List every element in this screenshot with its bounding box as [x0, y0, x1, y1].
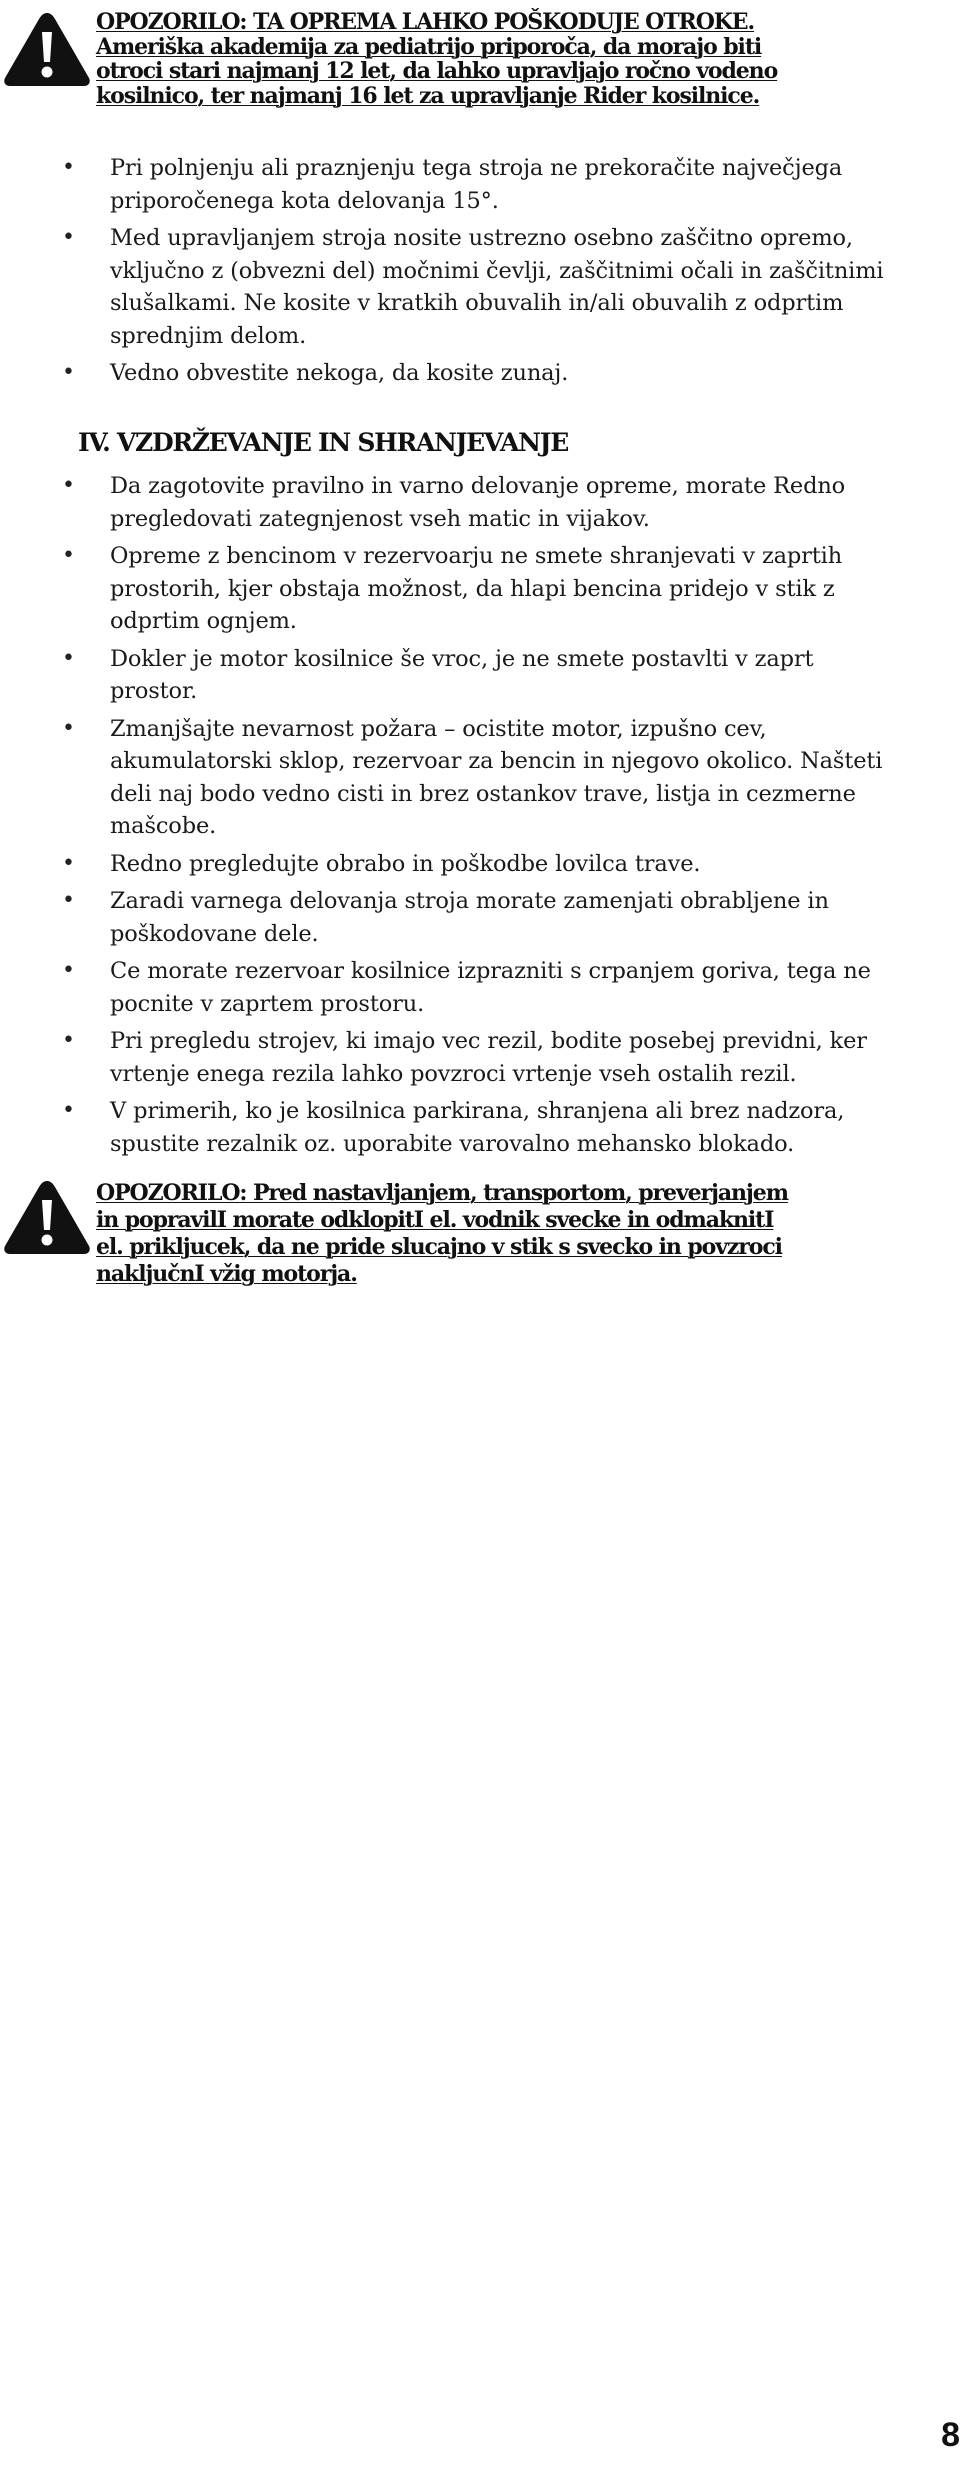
bullet-icon: • — [62, 360, 75, 385]
bullet-icon: • — [62, 473, 75, 498]
list-item — [0, 152, 900, 217]
bullet-icon: • — [62, 958, 75, 983]
list-item — [0, 955, 900, 1020]
list-item — [0, 1095, 900, 1160]
list-item-text: Opreme z bencinom v rezervoarju ne smete shranjevati v zaprtih prostorih, kjer obstaja možnost, da hlapi bencina pridejo v stik z odprtim ognjem. — [110, 543, 843, 634]
warning-line: OPOZORILO: Pred nastavljanjem, transportom, preverjanjem — [96, 1180, 788, 1206]
warning-line: OPOZORILO: TA OPREMA LAHKO POŠKODUJE OTROKE. — [96, 9, 755, 35]
list-item-text: Vedno obvestite nekoga, da kosite zunaj. — [110, 360, 569, 386]
list-item — [0, 885, 900, 950]
warning-text — [96, 10, 856, 108]
warning-line: otroci stari najmanj 12 let, da lahko upravljajo ročno vodeno — [96, 58, 778, 84]
exclamation-triangle-icon — [2, 1178, 92, 1256]
list-item — [0, 848, 900, 881]
exclamation-triangle-icon — [2, 10, 92, 88]
list-item-text: Zaradi varnega delovanja stroja morate zamenjati obrabljene in poškodovane dele. — [110, 888, 829, 947]
list-item — [0, 357, 900, 390]
bullet-icon: • — [62, 225, 75, 250]
page-number: 8 — [941, 2416, 960, 2454]
warning-text — [96, 1180, 856, 1288]
bullet-icon: • — [62, 850, 75, 876]
list-item-text: V primerih, ko je kosilnica parkirana, shranjena ali brez nadzora, spustite rezalnik oz. uporabite varovalno mehansko blokado. — [110, 1098, 845, 1157]
list-item-text: Da zagotovite pravilno in varno delovanje opreme, morate Redno pregledovati zategnjenost vseh matic in vijakov. — [110, 473, 846, 532]
bullet-icon: • — [62, 1098, 75, 1123]
list-item-text: Med upravljanjem stroja nosite ustrezno osebno zaščitno opremo, vključno z (obvezni del) močnimi čevlji, zaščitnimi očali in zaščitnimi slušalkami. Ne kosite v kratkih obuvalih in/ali obuvalih z odprtim sprednjim delom. — [110, 225, 884, 349]
list-item — [0, 540, 900, 638]
list-item — [0, 222, 900, 352]
bullet-icon: • — [62, 888, 75, 913]
bullet-icon: • — [62, 645, 75, 671]
warning-line: el. prikljucek, da ne pride slucajno v stik s svecko in povzroci — [96, 1234, 782, 1260]
operation-bullet-list — [0, 152, 960, 395]
list-item-text: Ce morate rezervoar kosilnice izprazniti s crpanjem goriva, tega ne pocnite v zaprtem prostoru. — [110, 958, 871, 1017]
list-item-text: Dokler je motor kosilnice še vroc, je ne smete postavlti v zaprt prostor. — [110, 645, 814, 704]
warning-line: in popravilI morate odklopitI el. vodnik svecke in odmaknitI — [96, 1207, 774, 1233]
bullet-icon: • — [62, 155, 75, 180]
bullet-icon: • — [62, 1028, 75, 1053]
maintenance-bullet-list — [0, 470, 960, 1165]
warning-line: Ameriška akademija za pediatrijo priporoča, da morajo biti — [96, 33, 762, 60]
list-item-text: Redno pregledujte obrabo in poškodbe lovilca trave. — [110, 850, 701, 877]
warning-line: naključnI vžig motorja. — [96, 1261, 357, 1287]
section-title: IV. VZDRŽEVANJE IN SHRANJEVANJE — [78, 428, 568, 457]
warning-children — [0, 10, 900, 120]
bullet-icon: • — [62, 715, 75, 741]
list-item-text: Pri polnjenju ali praznjenju tega stroja ne prekoračite največjega priporočenega kota delovanja 15°. — [110, 155, 843, 214]
bullet-icon: • — [62, 543, 75, 568]
warning-maintenance — [0, 1180, 900, 1300]
list-item — [0, 643, 900, 708]
warning-line: kosilnico, ter najmanj 16 let za upravljanje Rider kosilnice. — [96, 82, 760, 109]
list-item — [0, 470, 900, 535]
list-item — [0, 713, 900, 843]
list-item — [0, 1025, 900, 1090]
list-item-text: Zmanjšajte nevarnost požara – ocistite motor, izpušno cev, akumulatorski sklop, rezervoar za bencin in njegovo okolico. Našteti deli naj bodo vedno cisti in brez ostankov trave, listja in cezmerne mašcobe. — [110, 715, 883, 839]
list-item-text: Pri pregledu strojev, ki imajo vec rezil, bodite posebej previdni, ker vrtenje enega rezila lahko povzroci vrtenje vseh ostalih rezil. — [110, 1028, 867, 1087]
